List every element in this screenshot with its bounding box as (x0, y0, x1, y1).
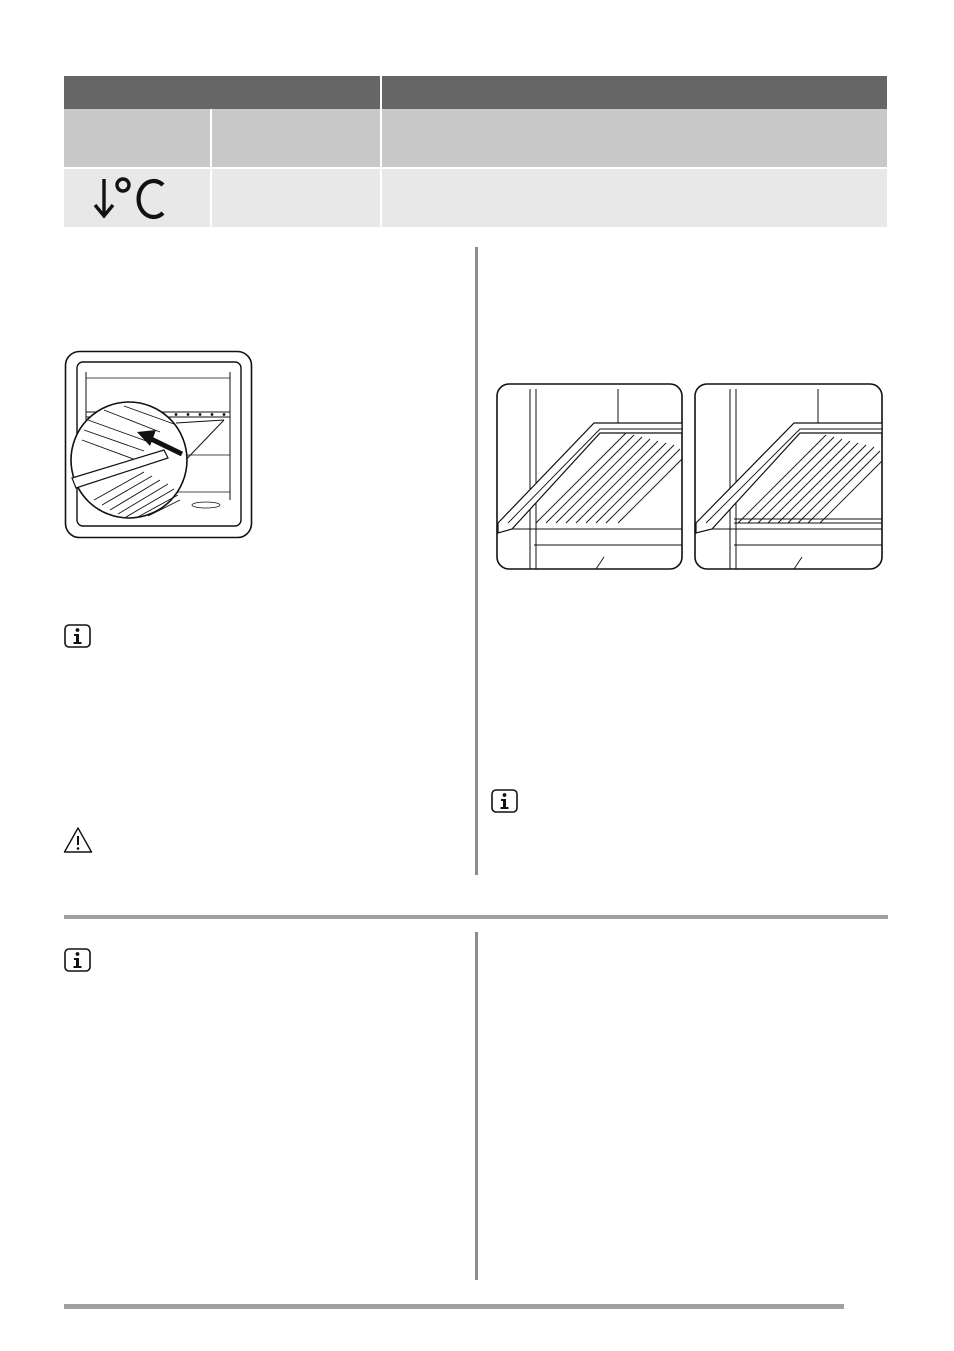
column-divider (475, 932, 478, 1280)
table-cell (212, 109, 380, 167)
table-cell (64, 169, 210, 227)
oven-tray-figure (496, 383, 683, 570)
info-icon (491, 789, 518, 813)
temperature-down-icon (92, 173, 172, 225)
table-header-cell (382, 76, 887, 109)
info-icon (64, 948, 91, 972)
table-cell (382, 169, 887, 227)
column-divider (475, 247, 478, 875)
oven-shelf-detail-figure (64, 350, 253, 539)
table-header-cell (64, 76, 380, 109)
table-cell (64, 109, 210, 167)
page-footer-rule (64, 1304, 844, 1309)
warning-triangle-icon (63, 826, 93, 854)
section-divider (64, 915, 888, 919)
info-icon (64, 624, 91, 648)
table-cell (212, 169, 380, 227)
function-table (64, 76, 887, 227)
oven-grid-figure (694, 383, 883, 570)
table-cell (382, 109, 887, 167)
